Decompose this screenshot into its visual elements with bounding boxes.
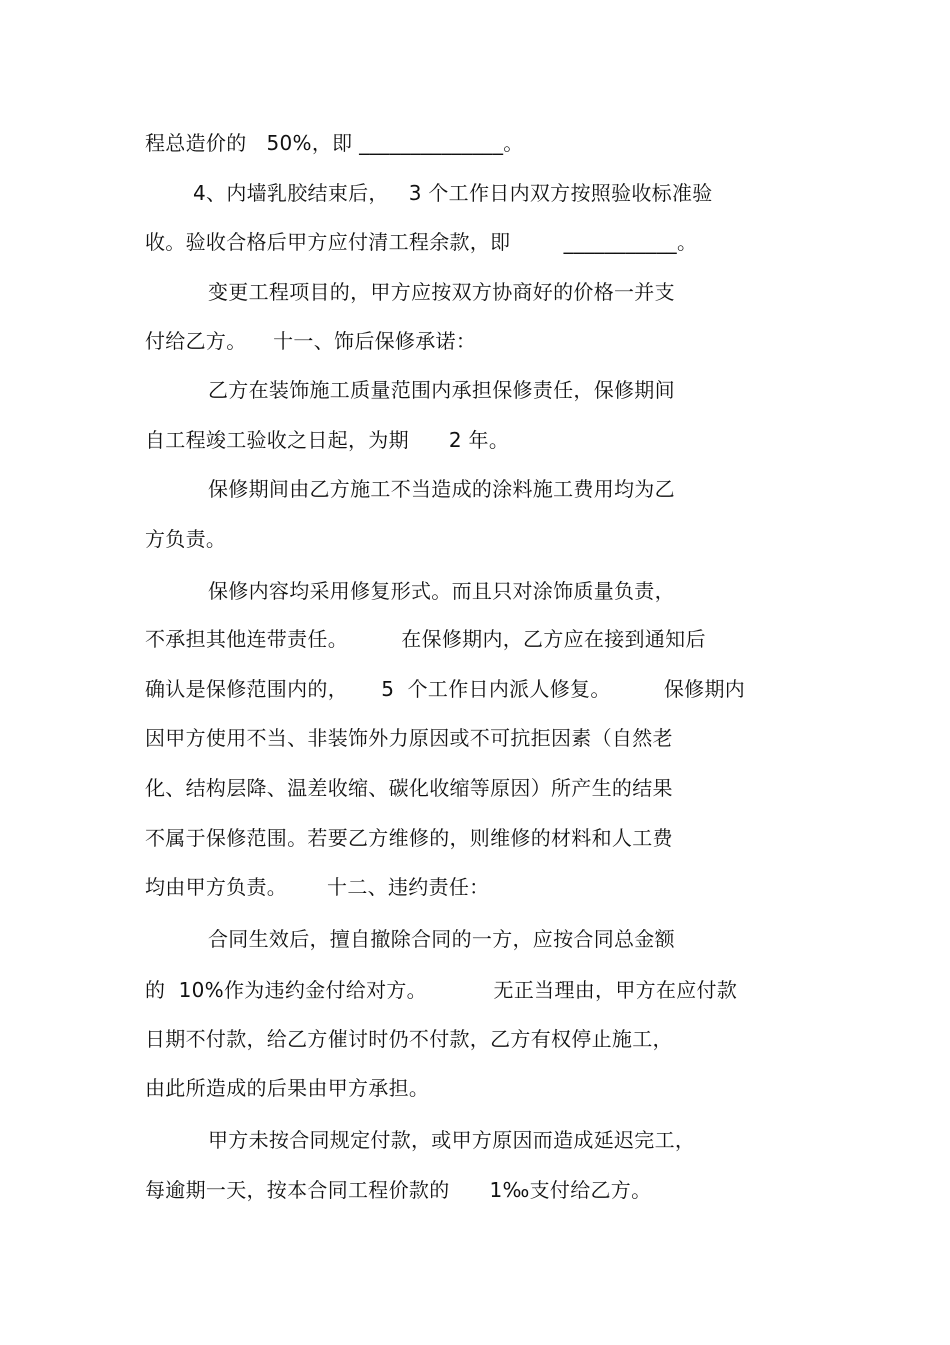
text-line-20: 由此所造成的后果由甲方承担。 [145,1076,430,1100]
text-line-8: 保修期间由乙方施工不当造成的涂料施工费用均为乙 [208,477,675,501]
text-line-14: 化、结构层降、温差收缩、碳化收缩等原因）所产生的结果 [145,776,673,800]
text-line-9: 方负责。 [145,527,227,551]
text-line-5: 付给乙方。 十一、饰后保修承诺： [145,329,477,353]
text-line-13: 因甲方使用不当、非装饰外力原因或不可抗拒因素（自然老 [145,726,673,750]
text-line-4: 变更工程项目的，甲方应按双方协商好的价格一并支 [208,280,675,304]
text-line-6: 乙方在装饰施工质量范围内承担保修责任，保修期间 [208,378,675,402]
text-line-7: 自工程竣工验收之日起，为期 2 年。 [145,428,510,452]
text-line-12: 确认是保修范围内的， 5 个工作日内派人修复。 保修期内 [145,677,746,701]
text-line-1: 程总造价的 50%，即 ______________。 [145,131,524,155]
text-line-10: 保修内容均采用修复形式。而且只对涂饰质量负责， [208,579,675,603]
text-line-11: 不承担其他连带责任。 在保修期内，乙方应在接到通知后 [145,627,706,651]
text-line-17: 合同生效后，擅自撤除合同的一方，应按合同总金额 [208,927,675,951]
text-line-18: 的 10%作为违约金付给对方。 无正当理由，甲方在应付款 [145,978,738,1002]
text-line-19: 日期不付款，给乙方催讨时仍不付款，乙方有权停止施工， [145,1027,673,1051]
text-line-16: 均由甲方负责。 十二、违约责任： [145,875,490,899]
text-line-2: 4、内墙乳胶结束后， 3 个工作日内双方按照验收标准验 [193,181,713,205]
text-line-21: 甲方未按合同规定付款，或甲方原因而造成延迟完工， [208,1128,696,1152]
text-line-3: 收。验收合格后甲方应付清工程余款，即 ___________。 [145,230,698,254]
text-line-15: 不属于保修范围。若要乙方维修的，则维修的材料和人工费 [145,826,673,850]
text-line-22: 每逾期一天，按本合同工程价款的 1‰支付给乙方。 [145,1178,652,1202]
